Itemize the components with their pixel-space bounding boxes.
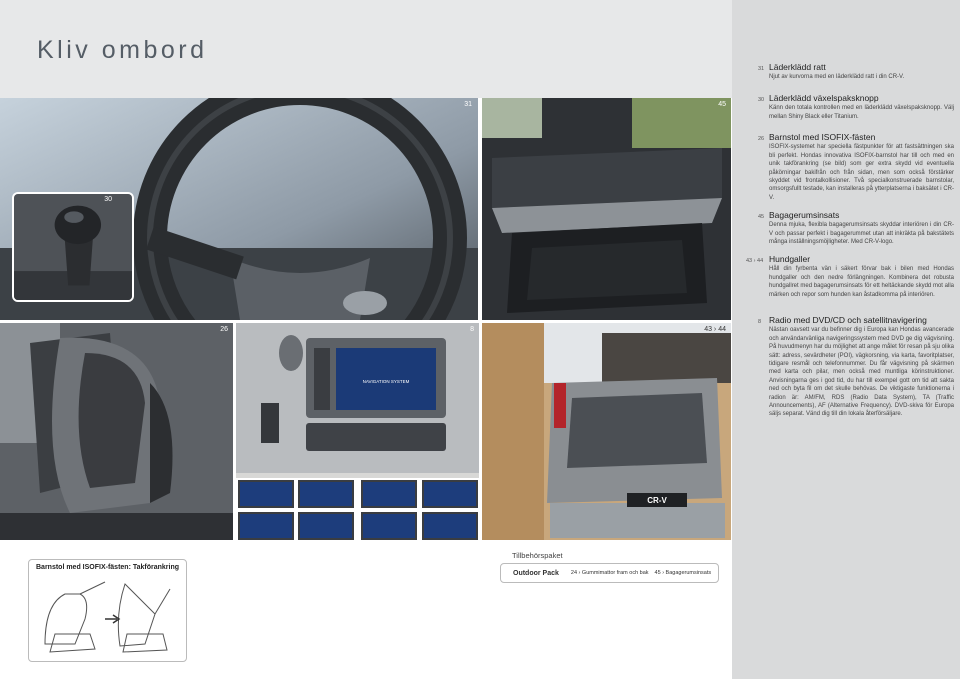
isofix-diagram (35, 574, 181, 658)
item-number: 31 (758, 66, 765, 72)
pack-item: 24 › Gummimattor fram och bak (570, 570, 649, 576)
item-title: Läderklädd ratt (769, 62, 826, 72)
child-seat-photo (0, 323, 233, 540)
isofix-box-title: Barnstol med ISOFIX-fästen: Takförankring (36, 564, 180, 571)
item-number: 8 (758, 319, 762, 325)
accessory-heading: Tillbehörspaket (512, 551, 563, 560)
item-43-44 (746, 254, 954, 299)
item-title: Radio med DVD/CD och satellitnavigering (769, 315, 927, 325)
photo-number-tag: 26 (220, 326, 228, 333)
item-31 (758, 62, 954, 82)
photo-number-tag: 45 (718, 101, 726, 108)
photo-number-tag: 8 (470, 326, 474, 333)
item-number: 45 (758, 214, 765, 220)
crv-badge: CR-V (647, 496, 667, 505)
item-body: ISOFIX-systemet har speciella fästpunkter för att fastsättningen ska bli perfekt. Hondas innovativa ISOFIX-barnstol har till och med en unik takförankring (se bild) som ger extra skydd vid eventuella påkörningar bakifrån och från sidan, men som också förstärker skyddet vid frontalkollisioner. Två specialkonstruerade barnstolar, omsorgsfullt testade, kan installeras på ytterplatserna i baksätet i CR-V. (769, 144, 954, 201)
item-title: Bagagerumsinsats (769, 210, 840, 220)
item-45 (758, 210, 954, 247)
item-body: Känn den totala kontrollen med en läderklädd växelspaksknopp. Välj mellan Shiny Black eller Titanium. (769, 105, 954, 120)
nav-screen-title: NAVIGATION SYSTEM (362, 379, 410, 384)
item-number: 43 › 44 (746, 258, 764, 264)
item-title: Barnstol med ISOFIX-fästen (769, 132, 876, 142)
item-title: Hundgaller (769, 254, 811, 264)
item-30 (758, 93, 954, 121)
photo-number-tag: 31 (464, 101, 472, 108)
item-body: Denna mjuka, flexibla bagagerumsinsats skyddar interiören i din CR-V och passar perfekt i bagagerummet utan att inkräkta på bakstätets många inställningsmöjligheter. Med CR-V-logo. (769, 222, 954, 246)
item-body: Håll din fyrbenta vän i säkert förvar bak i bilen med Hondas hundgaller och den nedre förlängningen. Kombinera det robusta hundgallret med bagagerumsinsats för ett heltäckande skydd mot alla märken och repor som hunden kan åstadkomma på interiören. (769, 266, 954, 298)
accessory-pack-bar (500, 563, 719, 583)
page-title: Kliv ombord (37, 36, 208, 64)
item-body: Nästan oavsett var du befinner dig i Europa kan Hondas avancerade och användarvänliga navigeringssystem med DVD ge dig vägvisning. På huvudmenyn har du möjlighet att ange målet för resan på sju olika sätt: adress, sevärdheter (POI), vägkorsning, via karta, favoritplatser, tidigare resmål och telefonnummer. Du får vägvisning på skärmen med karta och pilar, men också med muntliga körinstruktioner. Anvisningarna ges i god tid, du har till exempel gott om tid att sakta ned och byta fil om det skulle behövas. De viktigaste funktionerna i radion är: AM/FM, RDS (Radio Data System), TA (Traffic Announcements), AF (Alternative Frequency). DVD-skiva för Europa säljs separat. Vänd dig till din lokala återförsäljare. (769, 327, 954, 418)
item-title: Läderklädd växelspaksknopp (769, 93, 879, 103)
item-body: Njut av kurvorna med en läderklädd ratt i din CR-V. (769, 74, 905, 81)
item-number: 30 (758, 97, 765, 103)
rear-car-photo (482, 323, 731, 540)
item-number: 26 (758, 136, 765, 142)
item-26 (758, 132, 954, 202)
isofix-anchor-box (28, 559, 187, 662)
pack-item: 45 › Bagagerumsinsats (654, 570, 712, 576)
pack-name: Outdoor Pack (513, 569, 559, 577)
gear-knob-photo (12, 192, 134, 302)
cargo-cover-photo (482, 98, 731, 320)
navigation-photo (236, 323, 479, 540)
photo-number-tag: 43 › 44 (704, 326, 726, 333)
photo-number-tag: 30 (104, 196, 112, 203)
item-8 (758, 315, 954, 419)
